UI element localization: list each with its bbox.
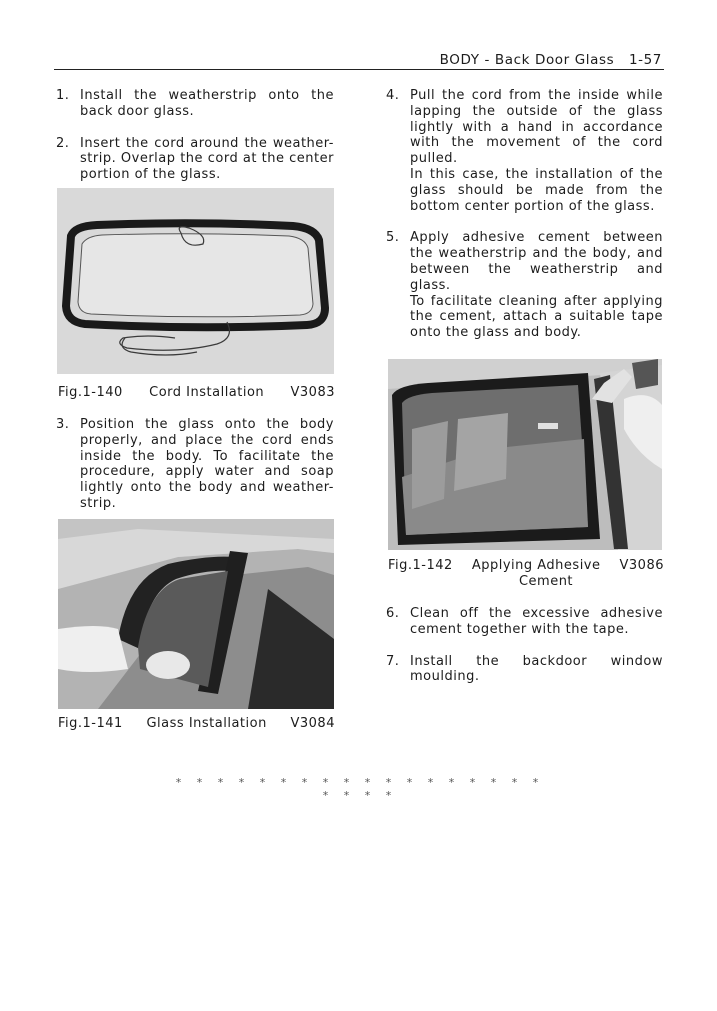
step-text: Apply adhesive cement between the weatherstrip and the body, and between the weatherstrip and glass. xyxy=(410,230,663,293)
step-text: Insert the cord around the weather-strip. Overlap the cord at the center portion of the glass. xyxy=(80,135,334,183)
left-steps-top xyxy=(56,88,334,183)
step-text: To facilitate cleaning after applying the cement, attach a suitable tape onto the glass and body. xyxy=(410,293,663,341)
step-4 xyxy=(386,88,663,214)
figure-title: Applying Adhesive xyxy=(471,558,601,573)
figure-number: Fig.1-141 xyxy=(58,716,123,731)
page-number: 1-57 xyxy=(628,52,662,68)
step-number: 6. xyxy=(386,606,400,621)
step-number: 7. xyxy=(386,653,400,669)
step-text: Pull the cord from the inside while lapping the outside of the glass lightly with a hand in accordance with the movement of the cord pulled. xyxy=(410,88,663,167)
step-number: 1. xyxy=(56,88,70,103)
right-steps-top xyxy=(386,88,663,341)
step-2 xyxy=(56,136,334,183)
step-7 xyxy=(386,654,663,686)
figure-1-142-caption xyxy=(388,558,664,590)
figure-1-142-photo xyxy=(388,359,662,550)
figure-code: V3083 xyxy=(290,385,335,400)
section-end-marks: * * * * * * * * * * * * * * * * * * * * * * xyxy=(175,776,545,802)
figure-1-141-caption xyxy=(58,716,335,731)
figure-title-continued: Cement xyxy=(518,574,574,589)
step-1 xyxy=(56,88,334,120)
step-text: Clean off the excessive adhesive cement together with the tape. xyxy=(410,606,663,637)
step-number: 4. xyxy=(386,88,400,103)
header-rule xyxy=(54,69,664,70)
step-text: In this case, the installation of the glass should be made from the bottom center portion of the glass. xyxy=(410,166,663,214)
left-steps-bottom xyxy=(56,417,334,512)
figure-title: Glass Installation xyxy=(146,716,267,731)
step-text: Install the backdoor window moulding. xyxy=(410,653,663,685)
step-number: 5. xyxy=(386,230,400,246)
header-title: BODY - Back Door Glass xyxy=(439,52,615,68)
figure-code: V3086 xyxy=(619,558,664,573)
step-number: 3. xyxy=(56,417,70,432)
figure-code: V3084 xyxy=(290,716,335,731)
figure-1-140-caption xyxy=(58,385,335,400)
figure-1-141-photo xyxy=(58,519,334,709)
figure-title: Cord Installation xyxy=(149,385,265,400)
page-header xyxy=(386,52,662,68)
right-steps-bottom xyxy=(386,606,663,685)
figure-1-140-photo xyxy=(57,188,334,374)
step-number: 2. xyxy=(56,135,70,151)
figure-number: Fig.1-140 xyxy=(58,385,123,400)
step-3 xyxy=(56,417,334,512)
step-text: Position the glass onto the body properly, and place the cord ends inside the body. To facilitate the procedure, apply water and soap lightly onto the body and weather-strip. xyxy=(80,417,334,511)
step-text: Install the weatherstrip onto the back door glass. xyxy=(80,88,334,119)
figure-number: Fig.1-142 xyxy=(388,558,453,573)
step-5 xyxy=(386,230,663,341)
step-6 xyxy=(386,606,663,638)
